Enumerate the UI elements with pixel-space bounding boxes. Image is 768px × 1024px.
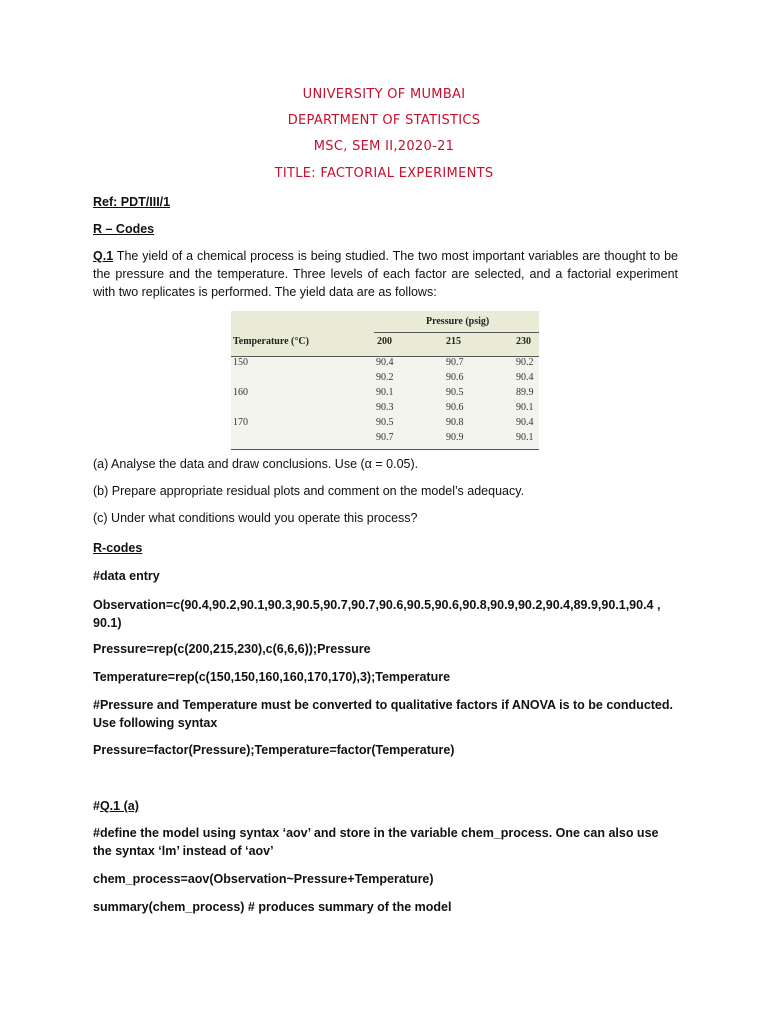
university-heading: UNIVERSITY OF MUMBAI [302, 87, 466, 102]
yield-cell: 90.4 [516, 417, 534, 428]
aov-code: chem_process=aov(Observation~Pressure+Temperature) [93, 872, 434, 886]
temp-cell: 150 [233, 357, 248, 368]
comment-data-entry: #data entry [93, 569, 160, 583]
yield-cell: 90.8 [446, 417, 464, 428]
temperature-row-header: Temperature (°C) [233, 336, 309, 347]
table-header-band [231, 311, 539, 332]
yield-cell: 90.3 [376, 402, 394, 413]
pressure-code: Pressure=rep(c(200,215,230),c(6,6,6));Pressure [93, 642, 371, 656]
temperature-code: Temperature=rep(c(150,150,160,160,170,170),3);Temperature [93, 670, 451, 684]
question-text: The yield of a chemical process is being studied. The two most important variables are thought to be the pressure and the temperature. Three levels of each factor are selected, and a factorial experiment with two replicates is performed. The yield data are as follows: [93, 249, 678, 299]
r-codes-heading: R – Codes [93, 222, 155, 236]
comment-factor-conversion: #Pressure and Temperature must be converted to qualitative factors if ANOVA is to be conducted. Use following syntax [93, 698, 673, 730]
pressure-level-200: 200 [377, 336, 392, 347]
reference-code: Ref: PDT/III/1 [93, 195, 171, 209]
comment-define-model: #define the model using syntax ‘aov’ and store in the variable chem_process. One can also use the syntax ‘lm’ instead of ‘aov’ [93, 826, 659, 858]
part-a-text: (a) Analyse the data and draw conclusions. Use (α = 0.05). [93, 457, 419, 471]
course-heading: MSC, SEM II,2020-21 [313, 139, 455, 154]
yield-data-table [231, 311, 539, 450]
yield-cell: 89.9 [516, 387, 534, 398]
pressure-level-215: 215 [446, 336, 461, 347]
summary-code: summary(chem_process) # produces summary of the model [93, 900, 452, 914]
yield-cell: 90.6 [446, 372, 464, 383]
pressure-level-230: 230 [516, 336, 531, 347]
yield-cell: 90.4 [516, 372, 534, 383]
yield-cell: 90.7 [376, 432, 394, 443]
factor-code: Pressure=factor(Pressure);Temperature=factor(Temperature) [93, 743, 455, 757]
part-b-text: (b) Prepare appropriate residual plots and comment on the model’s adequacy. [93, 484, 525, 498]
yield-cell: 90.4 [376, 357, 394, 368]
pressure-group-header: Pressure (psig) [426, 316, 490, 327]
question-label: Q.1 [93, 249, 114, 263]
q1a-heading [93, 797, 678, 815]
yield-cell: 90.2 [376, 372, 394, 383]
yield-cell: 90.1 [516, 402, 534, 413]
yield-cell: 90.9 [446, 432, 464, 443]
yield-cell: 90.6 [446, 402, 464, 413]
question-paragraph [93, 247, 678, 301]
document-title: TITLE: FACTORIAL EXPERIMENTS [274, 166, 494, 181]
yield-cell: 90.5 [446, 387, 464, 398]
r-codes-subheading: R-codes [93, 541, 143, 555]
table-bottom-rule [231, 449, 539, 450]
yield-cell: 90.1 [516, 432, 534, 443]
yield-cell: 90.2 [516, 357, 534, 368]
observation-code: Observation=c(90.4,90.2,90.1,90.3,90.5,90.7,90.7,90.6,90.5,90.6,90.8,90.9,90.2,90.4,89.9,90.1,90.4 , 90.1) [93, 598, 661, 630]
temp-cell: 170 [233, 417, 248, 428]
table-group-rule [374, 332, 539, 333]
yield-cell: 90.7 [446, 357, 464, 368]
part-c-text: (c) Under what conditions would you operate this process? [93, 511, 418, 525]
hash-prefix: # [93, 799, 100, 813]
department-heading: DEPARTMENT OF STATISTICS [287, 113, 481, 128]
temp-cell: 160 [233, 387, 248, 398]
q1a-label: Q.1 (a) [99, 799, 139, 813]
yield-cell: 90.1 [376, 387, 394, 398]
yield-cell: 90.5 [376, 417, 394, 428]
